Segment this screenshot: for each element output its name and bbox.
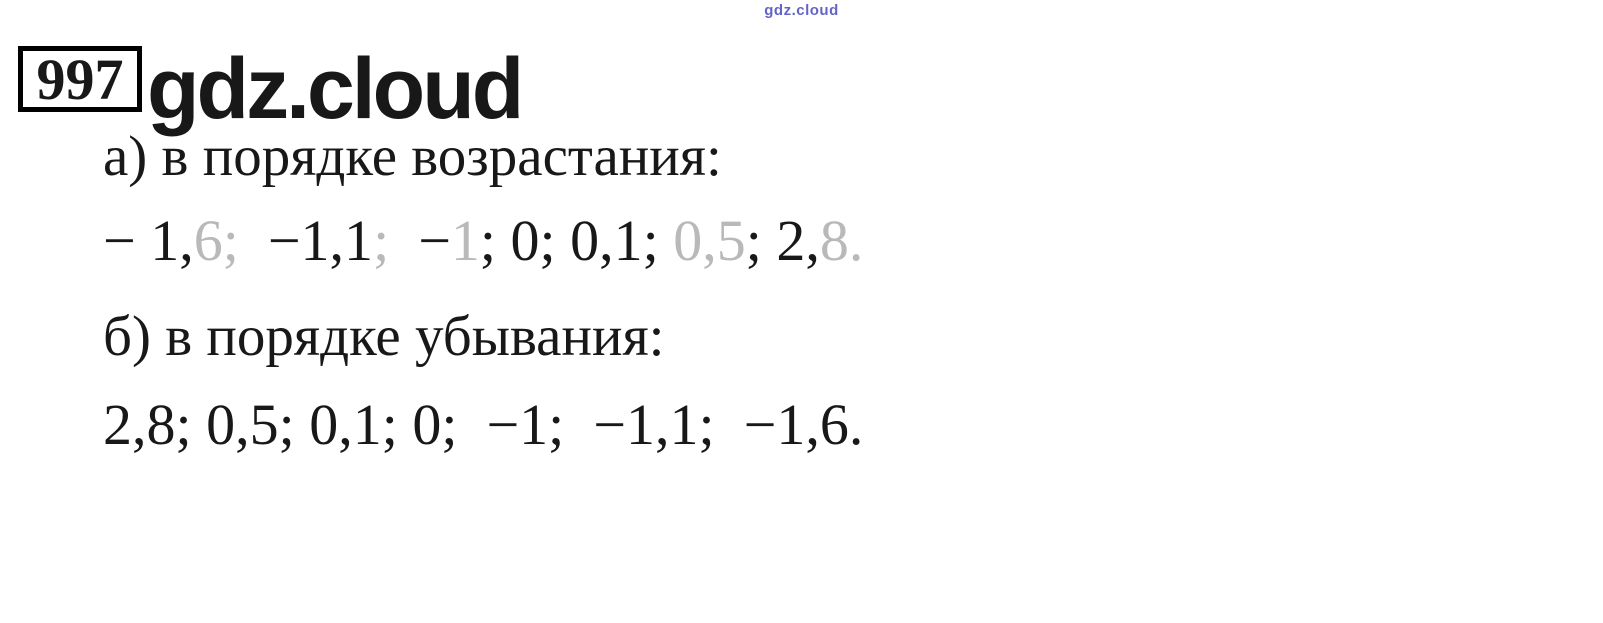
problem-number: 997 <box>36 46 124 112</box>
part-a-label: а) в порядке возрастания: <box>103 125 722 188</box>
part-a-answer <box>103 209 863 273</box>
answer-token: ; <box>642 208 674 273</box>
answer-token: − <box>418 208 451 273</box>
answer-token: 8 <box>819 208 849 273</box>
answer-token: 1 <box>450 208 480 273</box>
answer-token: − <box>103 208 151 273</box>
answer-token: 0,5 <box>673 208 746 273</box>
answer-token: ; <box>479 208 511 273</box>
answer-token: 1, <box>150 208 194 273</box>
problem-number-box <box>18 46 142 112</box>
answer-token: 0,1 <box>570 208 643 273</box>
answer-token: 6 <box>193 208 223 273</box>
answer-token: . <box>848 208 864 273</box>
logo-text: gdz.cloud <box>147 41 522 137</box>
part-b-label: б) в порядке убывания: <box>103 305 665 368</box>
top-watermark-text: gdz.cloud <box>764 2 839 19</box>
answer-token: ; <box>222 208 268 273</box>
answer-token: ; <box>373 208 419 273</box>
answer-token: 0 <box>510 208 540 273</box>
answer-token: 2, <box>776 208 820 273</box>
answer-token: ; <box>539 208 571 273</box>
part-b-answer: 2,8; 0,5; 0,1; 0; −1; −1,1; −1,6. <box>103 392 864 457</box>
answer-token: −1,1 <box>267 208 374 273</box>
answer-token: ; <box>745 208 777 273</box>
